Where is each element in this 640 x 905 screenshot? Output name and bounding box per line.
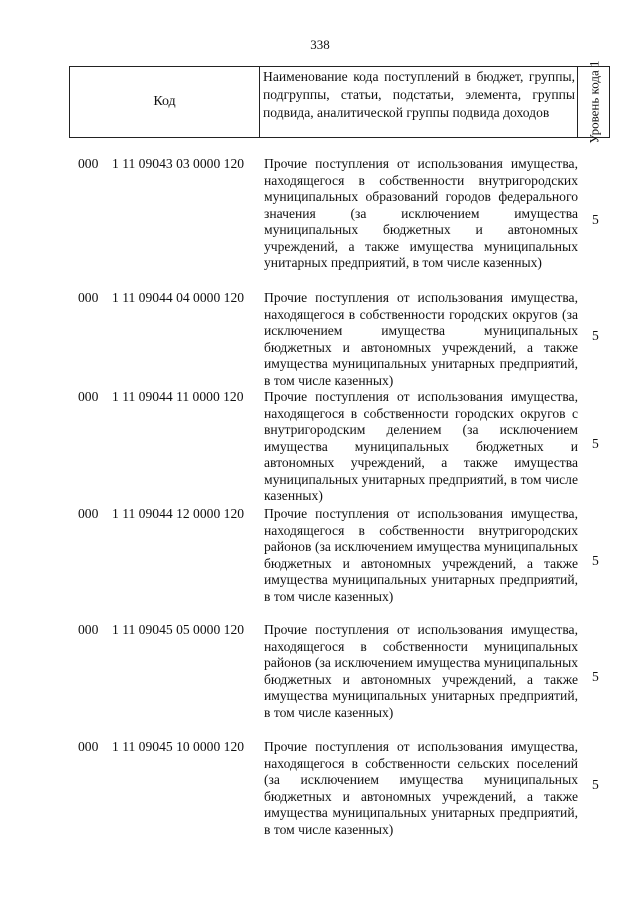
admin-code: 000 (78, 506, 99, 521)
admin-code: 000 (78, 389, 99, 404)
code-level: 5 (592, 212, 599, 227)
revenue-code: 1 11 09044 12 0000 120 (112, 506, 245, 521)
admin-code: 000 (78, 290, 99, 305)
table-header (69, 60, 610, 144)
page-number: 338 (310, 37, 330, 52)
revenue-name: Прочие поступления от использования имущества, находящегося в собственности внутригородских районов (за исключением имущества муниципальных бюджетных и автономных учреждений, а также имущества муниципальных унитарных предприятий, в том числе казенных) (264, 506, 578, 604)
revenue-code: 1 11 09045 05 0000 120 (112, 622, 245, 637)
header-level-cell (578, 60, 609, 144)
revenue-name: Прочие поступления от использования имущества, находящегося в собственности городских округов с внутригородским делением (за исключением имущества муниципальных бюджетных и автономных учреждений, а также имущества муниципальных унитарных предприятий, в том числе казенных) (264, 389, 578, 503)
header-name-label: Наименование кода поступлений в бюджет, группы, подгруппы, статьи, подстатьи, элемента, группы подвида, аналитической группы подвида доходов (260, 67, 578, 137)
revenue-code: 1 11 09045 10 0000 120 (112, 739, 245, 754)
code-level: 5 (592, 328, 599, 343)
code-level: 5 (592, 777, 599, 792)
code-level: 5 (592, 436, 599, 451)
admin-code: 000 (78, 739, 99, 754)
revenue-code: 1 11 09044 11 0000 120 (112, 389, 244, 404)
revenue-name: Прочие поступления от использования имущества, находящегося в собственности внутригородских муниципальных образований городов федерального значения (за исключением имущества муниципальных бюджетных и автономных учреждений, а также имущества муниципальных унитарных предприятий, в том числе казенных) (264, 156, 578, 270)
admin-code: 000 (78, 622, 99, 637)
code-level: 5 (592, 553, 599, 568)
code-level: 5 (592, 669, 599, 684)
header-level-label: Уровень кода 1 (586, 60, 601, 144)
admin-code: 000 (78, 156, 99, 171)
revenue-name: Прочие поступления от использования имущества, находящегося в собственности городских округов (за исключением имущества муниципальных бюджетных и автономных учреждений, а также имущества муниципальных унитарных предприятий, в том числе казенных) (264, 290, 578, 388)
revenue-code: 1 11 09043 03 0000 120 (112, 156, 245, 171)
revenue-name: Прочие поступления от использования имущества, находящегося в собственности муниципальных районов (за исключением имущества муниципальных бюджетных и автономных учреждений, а также имущества муниципальных унитарных предприятий, в том числе казенных) (264, 622, 578, 720)
revenue-code: 1 11 09044 04 0000 120 (112, 290, 245, 305)
header-code-label: Код (70, 67, 260, 137)
revenue-name: Прочие поступления от использования имущества, находящегося в собственности сельских поселений (за исключением имущества муниципальных бюджетных и автономных учреждений, а также имущества муниципальных унитарных предприятий, в том числе казенных) (264, 739, 578, 837)
